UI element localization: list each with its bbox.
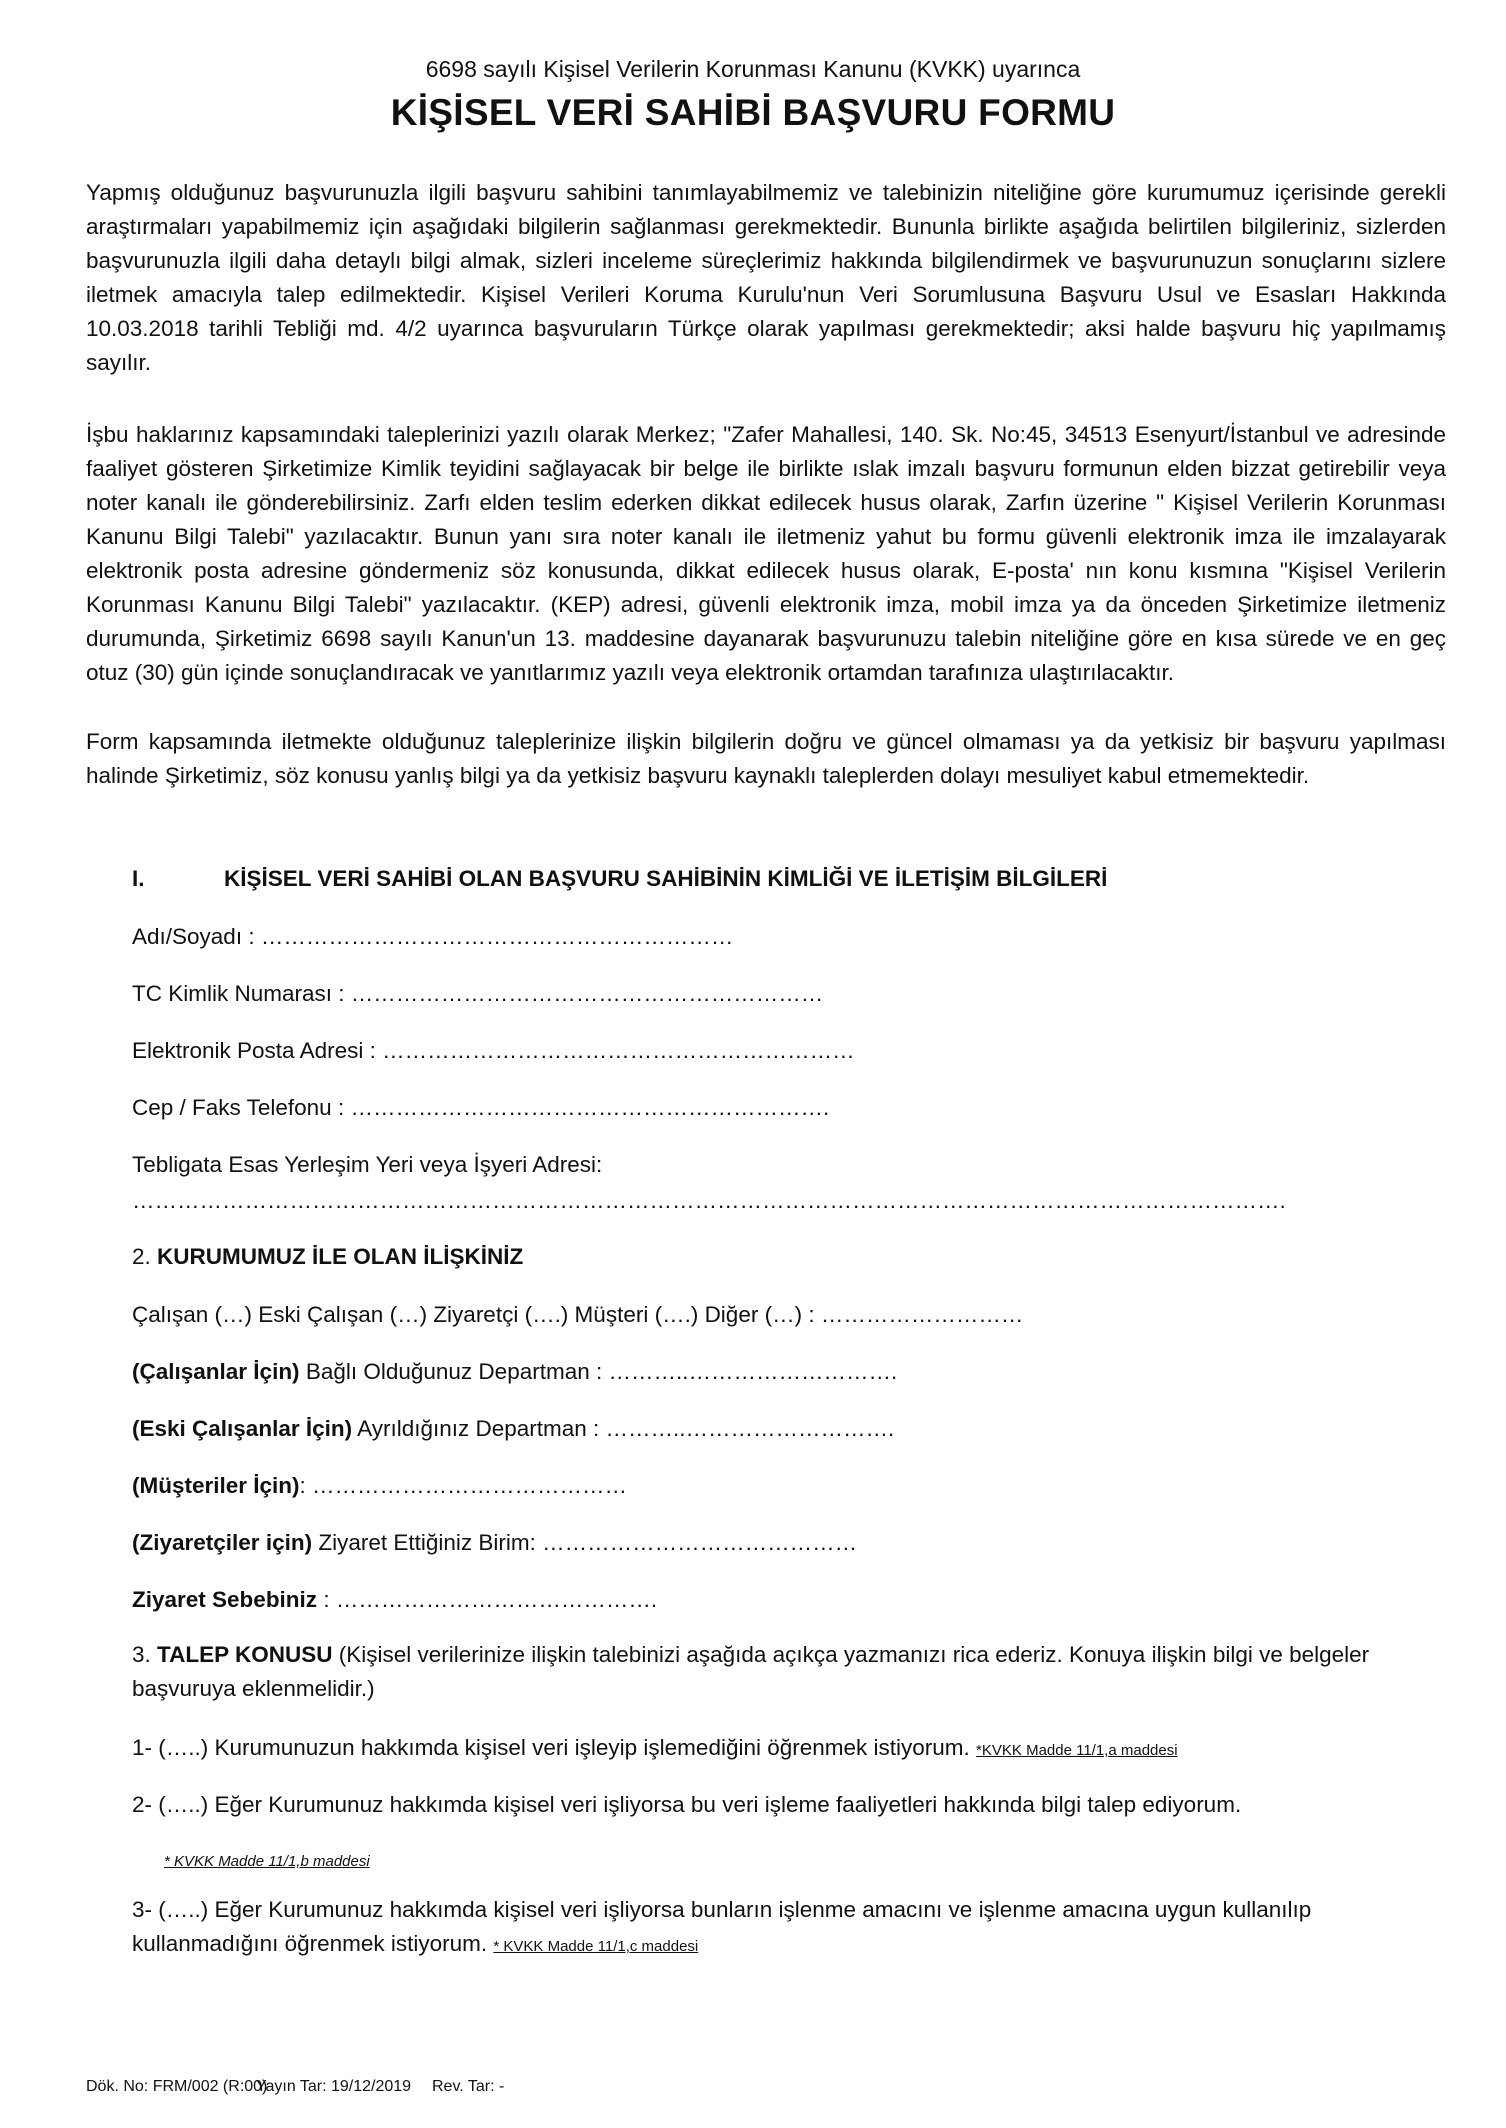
- name-surname-field[interactable]: Adı/Soyadı : ………………………………………………………: [132, 924, 734, 949]
- section-1-heading: [132, 866, 1107, 892]
- request-item-1[interactable]: [132, 1735, 1178, 1761]
- former-text: Ayrıldığınız Departman : ………..……………………….: [352, 1416, 895, 1441]
- customer-field[interactable]: [132, 1473, 627, 1499]
- section-3-heading: [132, 1638, 1446, 1706]
- former-label: (Eski Çalışanlar İçin): [132, 1416, 353, 1441]
- phone-fax-field[interactable]: Cep / Faks Telefonu : ……………………………………………………….: [132, 1095, 830, 1120]
- address-field[interactable]: ……………………………………………………………………………………………………………………………………….: [132, 1188, 1286, 1213]
- footer-doc-no: Dök. No: FRM/002 (R:00): [86, 2078, 268, 2095]
- footer-publish-date: Yayın Tar: 19/12/2019: [256, 2078, 412, 2095]
- employee-text: Bağlı Olduğunuz Departman : ………..……………………….: [299, 1359, 898, 1384]
- email-field[interactable]: Elektronik Posta Adresi : ………………………………………………………: [132, 1038, 855, 1063]
- request-item-2-note-line: [164, 1846, 370, 1872]
- section-2-number: 2.: [132, 1244, 151, 1269]
- visitor-text: Ziyaret Ettiğiniz Birim: ……………………………………: [312, 1530, 858, 1555]
- section-3-title: TALEP KONUSU: [157, 1642, 333, 1667]
- reason-text: : …………………………………….: [317, 1587, 658, 1612]
- request-item-2-text: 2- (…..) Eğer Kurumunuz hakkımda kişisel veri işliyorsa bu veri işleme faaliyetleri hakkında bilgi talep ediyorum.: [132, 1792, 1242, 1817]
- intro-paragraph-3: Form kapsamında iletmekte olduğunuz taleplerinize ilişkin bilgilerin doğru ve güncel olmaması ya da yetkisiz bir başvuru yapılması halinde Şirketimiz, söz konusu yanlış bilgi ya da yetkisiz başvuru kaynaklı taleplerden dolayı mesuliyet kabul etmemektedir.: [86, 729, 1446, 788]
- visit-reason-field[interactable]: [132, 1587, 657, 1613]
- visitor-unit-field[interactable]: [132, 1530, 857, 1556]
- visitor-label: (Ziyaretçiler için): [132, 1530, 313, 1555]
- address-label: Tebligata Esas Yerleşim Yeri veya İşyeri Adresi:: [132, 1152, 603, 1177]
- document-footer: [86, 2078, 504, 2096]
- form-title: KİŞİSEL VERİ SAHİBİ BAŞVURU FORMU: [390, 92, 1116, 133]
- relation-options[interactable]: Çalışan (…) Eski Çalışan (…) Ziyaretçi (….) Müşteri (….) Diğer (…) : ………………………: [132, 1302, 1024, 1327]
- section-2-title: KURUMUMUZ İLE OLAN İLİŞKİNİZ: [157, 1244, 524, 1269]
- former-department-field[interactable]: [132, 1416, 894, 1442]
- intro-paragraph-1: Yapmış olduğunuz başvurunuzla ilgili başvuru sahibini tanımlayabilmemiz ve talebinizin niteliğine göre kurumumuz içerisinde gerekli araştırmaları yapabilmemiz için aşağıdaki bilgilerin sağlanması gerekmektedir. Bununla birlikte aşağıda belirtilen bilgileriniz, sizlerden başvurunuzla ilgili daha detaylı bilgi almak, sizleri inceleme süreçlerimiz hakkında bilgilendirmek ve başvurunuzun sonuçlarını sizlere iletmek amacıyla talep edilmektedir. Kişisel Verileri Koruma Kurulu'nun Veri Sorumlusuna Başvuru Usul ve Esasları Hakkında 10.03.2018 tarihli Tebliği md. 4/2 uyarınca başvuruların Türkçe olarak yapılması gerekmektedir; aksi halde başvuru hiç yapılmamış sayılır.: [86, 180, 1446, 375]
- section-3-intro: (Kişisel verilerinize ilişkin talebinizi aşağıda açıkça yazmanızı rica ederiz. Konuya ilişkin bilgi ve belgeler başvuruya eklenmelidir.): [132, 1642, 1370, 1701]
- tc-id-field[interactable]: TC Kimlik Numarası : ………………………………………………………: [132, 981, 824, 1006]
- request-item-3[interactable]: [132, 1893, 1446, 1964]
- customer-text: : ……………………………………: [299, 1473, 628, 1498]
- section-3-number: 3.: [132, 1642, 151, 1667]
- request-item-1-text: 1- (…..) Kurumunuzun hakkımda kişisel veri işleyip işlemediğini öğrenmek istiyorum.: [132, 1735, 977, 1760]
- request-item-3-note: * KVKK Madde 11/1,c maddesi: [493, 1938, 699, 1955]
- request-item-3-text: 3- (…..) Eğer Kurumunuz hakkımda kişisel veri işliyorsa bunların işlenme amacını ve işlenme amacına uygun kullanılıp kullanmadığını öğrenmek istiyorum.: [132, 1897, 1312, 1956]
- intro-paragraph-2: İşbu haklarınız kapsamındaki taleplerinizi yazılı olarak Merkez; "Zafer Mahallesi, 140. Sk. No:45, 34513 Esenyurt/İstanbul ve adresinde faaliyet gösteren Şirketimize Kimlik teyidini sağlayacak bir belge ile birlikte ıslak imzalı başvuru formunun elden bizzat getirebilir veya noter kanalı ile gönderebilirsiniz. Zarfı elden teslim ederken dikkat edilecek husus olarak, Zarfın üzerine " Kişisel Verilerin Korunması Kanunu Bilgi Talebi" yazılacaktır. Bunun yanı sıra noter kanalı ile iletmeniz yahut bu formu güvenli elektronik imza ile imzalayarak elektronik posta adresine göndermeniz söz konusunda, dikkat edilecek husus olarak, E-posta' nın konu kısmına "Kişisel Verilerin Korunması Kanunu Bilgi Talebi" yazılacaktır. (KEP) adresi, güvenli elektronik imza, mobil imza ya da önceden Şirketimize iletmeniz durumunda, Şirketimiz 6698 sayılı Kanun'un 13. maddesine dayanarak başvurunuzu talebin niteliğine göre en kısa sürede ve en geç otuz (30) gün içinde sonuçlandıracak ve yanıtlarımız yazılı veya elektronik ortamdan tarafınıza ulaştırılacaktır.: [86, 422, 1446, 685]
- request-item-1-note: *KVKK Madde 11/1,a maddesi: [976, 1742, 1178, 1759]
- request-item-2-note: * KVKK Madde 11/1,b maddesi: [164, 1853, 370, 1870]
- employee-label: (Çalışanlar İçin): [132, 1359, 300, 1384]
- section-1-number: I.: [132, 866, 145, 891]
- section-2-heading: [132, 1244, 523, 1270]
- request-item-2[interactable]: [132, 1792, 1241, 1818]
- section-1-title: KİŞİSEL VERİ SAHİBİ OLAN BAŞVURU SAHİBİNİN KİMLİĞİ VE İLETİŞİM BİLGİLERİ: [224, 866, 1108, 891]
- reason-label: Ziyaret Sebebiniz: [132, 1587, 318, 1612]
- footer-revision-date: Rev. Tar: -: [432, 2078, 505, 2095]
- customer-label: (Müşteriler İçin): [132, 1473, 300, 1498]
- employee-department-field[interactable]: [132, 1359, 897, 1385]
- form-subtitle: 6698 sayılı Kişisel Verilerin Korunması Kanunu (KVKK) uyarınca: [425, 56, 1081, 82]
